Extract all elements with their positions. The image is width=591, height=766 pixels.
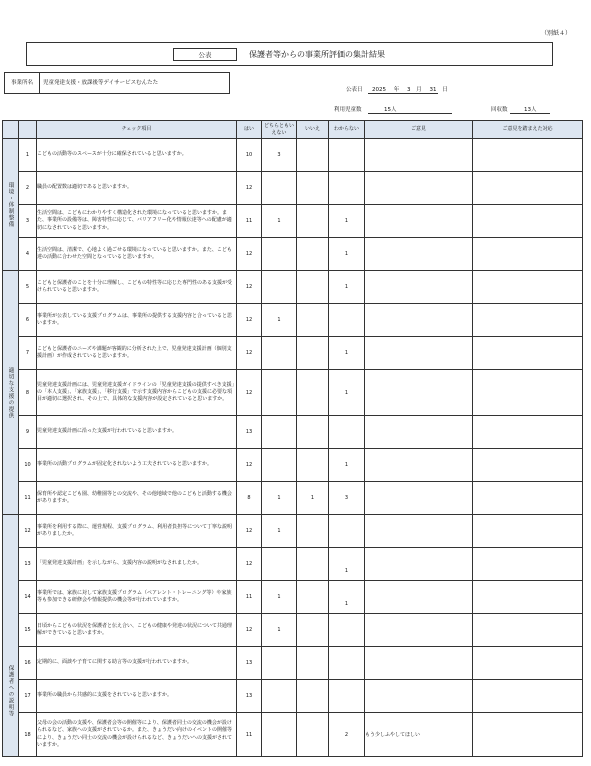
opinion-cell [365,304,473,337]
opinion-cell [365,172,473,205]
row-number: 12 [19,515,37,548]
answer-unknown [329,614,365,647]
header-yes: はい [237,121,262,139]
row-number: 13 [19,548,37,581]
table-header-row [3,121,583,139]
table-row [3,205,583,238]
question-text: 事業所では、家族に対して家族支援プログラム（ペアレント・トレーニング等）や家族等も参加できる研修会や情報提供の機会等が行われていますか。 [37,581,237,614]
response-cell [473,482,583,515]
answer-no [297,647,329,680]
answer-unknown: 1 [329,337,365,370]
answer-neutral [262,370,297,416]
table-row [3,713,583,757]
response-cell [473,548,583,581]
evaluation-table [2,120,583,757]
office-label: 事業所名 [5,73,40,93]
pub-day-unit: 日 [442,87,448,93]
header-neutral: どちらともいえない [262,121,297,139]
responses-label: 回収数 [491,107,508,113]
form-number: （別紙４） [540,30,571,37]
pub-month-unit: 月 [416,87,422,93]
answer-neutral [262,713,297,757]
response-cell [473,581,583,614]
answer-no [297,304,329,337]
question-text: 定期的に、面談や子育てに関する助言等の支援が行われていますか。 [37,647,237,680]
answer-neutral [262,271,297,304]
opinion-cell [365,416,473,449]
office-box [4,72,230,94]
response-cell [473,238,583,271]
answer-unknown [329,647,365,680]
header-unknown: わからない [329,121,365,139]
table-row [3,238,583,271]
question-text: 事業所が公表している支援プログラムは、事業所の提供する支援内容と合っていると思いますか。 [37,304,237,337]
office-name: 児童発達支援・放課後等デイサービスむんたた [43,80,159,86]
answer-no [297,416,329,449]
answer-yes: 12 [237,304,262,337]
page-title: 保護者等からの事業所評価の集計結果 [249,50,385,59]
opinion-cell [365,482,473,515]
header-blank-2 [19,121,37,139]
row-number: 18 [19,713,37,757]
answer-neutral: 1 [262,614,297,647]
table-row [3,647,583,680]
answer-no [297,271,329,304]
question-text: 職員の配置数は適切であると思いますか。 [37,172,237,205]
pub-day: 31 [429,87,437,93]
row-number: 11 [19,482,37,515]
answer-no [297,337,329,370]
answer-yes: 8 [237,482,262,515]
answer-yes: 13 [237,680,262,713]
answer-unknown [329,416,365,449]
response-cell [473,647,583,680]
table-row [3,139,583,172]
answer-yes: 12 [237,614,262,647]
question-text: 事業所の活動プログラムが固定化されないよう工夫されていると思いますか。 [37,449,237,482]
pub-month: 3 [407,87,411,93]
opinion-cell [365,515,473,548]
header-item: チェック項目 [37,121,237,139]
response-cell [473,139,583,172]
opinion-cell [365,680,473,713]
answer-neutral [262,548,297,581]
question-text: 生活空間は、こどもにわかりやすく構造化された環境になっていると思いますか。また、事業所の設備等は、障害特性に応じて、バリアフリー化や情報伝達等への配慮が適切になされていると思いますか。 [37,205,237,238]
response-cell [473,172,583,205]
row-number: 9 [19,416,37,449]
opinion-cell [365,370,473,416]
header-blank-1 [3,121,19,139]
answer-unknown [329,172,365,205]
publication-label: 公表日 [346,87,363,93]
table-row [3,304,583,337]
answer-yes: 11 [237,713,262,757]
responses-field [510,105,550,114]
title-box [26,42,553,66]
answer-neutral [262,680,297,713]
response-cell [473,614,583,647]
public-label: 公表 [173,48,237,61]
answer-neutral [262,172,297,205]
row-number: 4 [19,238,37,271]
row-number: 16 [19,647,37,680]
answer-yes: 13 [237,647,262,680]
table-row [3,271,583,304]
row-number: 6 [19,304,37,337]
response-cell [473,449,583,482]
opinion-cell [365,647,473,680]
question-text: 生活空間は、清潔で、心地よく過ごせる環境になっていると思いますか。また、こども達の活動に合わせた空間となっていると思いますか。 [37,238,237,271]
section-support: 適切な支援の提供 [3,271,19,515]
answer-no [297,172,329,205]
answer-unknown [329,515,365,548]
question-text: 事業所の職員から共感的に支援をされていると思いますか。 [37,680,237,713]
answer-no [297,449,329,482]
response-cell [473,271,583,304]
answer-neutral: 1 [262,482,297,515]
row-number: 17 [19,680,37,713]
row-number: 1 [19,139,37,172]
answer-unknown: 1 [329,271,365,304]
answer-no [297,713,329,757]
question-text: こどもと保護者のことを十分に理解し、こどもの特性等に応じた専門性のある支援が受けられていると思いますか。 [37,271,237,304]
answer-unknown: 1 [329,238,365,271]
answer-yes: 12 [237,238,262,271]
question-text: こどもの活動等のスペースが十分に確保されていると思いますか。 [37,139,237,172]
answer-yes: 11 [237,205,262,238]
response-cell [473,337,583,370]
row-number: 8 [19,370,37,416]
answer-neutral [262,238,297,271]
answer-neutral [262,337,297,370]
answer-unknown [329,680,365,713]
answer-no [297,370,329,416]
answer-unknown [329,304,365,337]
response-cell [473,304,583,337]
answer-neutral: 1 [262,515,297,548]
answer-neutral [262,416,297,449]
answer-no [297,680,329,713]
table-row [3,337,583,370]
table-row [3,416,583,449]
answer-no [297,515,329,548]
response-cell [473,416,583,449]
table-row [3,548,583,581]
table-row [3,680,583,713]
users-count: 15人 [384,107,397,113]
question-text: 「児童発達支援計画」を示しながら、支援内容の説明がなされましたか。 [37,548,237,581]
answer-no [297,139,329,172]
section-guardian: 保護者への説明等 [3,515,19,757]
response-cell [473,680,583,713]
row-number: 3 [19,205,37,238]
row-number: 7 [19,337,37,370]
table-row [3,449,583,482]
answer-no: 1 [297,482,329,515]
opinion-cell [365,337,473,370]
opinion-cell [365,271,473,304]
question-text: 児童発達支援計画には、児童発達支援ガイドラインの「児童発達支援の提供すべき支援」の「本人支援」、「家族支援」、「移行支援」で示す支援内容からこどもの支援に必要な項目が適切に選択され、その上で、具体的な支援内容が設定されていると思いますか。 [37,370,237,416]
row-number: 14 [19,581,37,614]
opinion-cell [365,548,473,581]
answer-unknown: 2 [329,713,365,757]
publication-date [368,85,448,94]
users-count-label: 利用児童数 [334,107,362,113]
row-number: 2 [19,172,37,205]
responses-count: 13人 [524,107,537,113]
opinion-cell [365,449,473,482]
answer-no [297,238,329,271]
answer-yes: 12 [237,370,262,416]
opinion-cell [365,139,473,172]
header-no: いいえ [297,121,329,139]
header-response: ご意見を踏まえた対応 [473,121,583,139]
row-number: 5 [19,271,37,304]
answer-neutral [262,647,297,680]
answer-no [297,614,329,647]
users-count-field [368,105,452,114]
answer-neutral: 1 [262,304,297,337]
pub-year-unit: 年 [393,87,400,93]
response-cell [473,713,583,757]
header-opinion: ご意見 [365,121,473,139]
answer-yes: 12 [237,271,262,304]
question-text: 保育所や認定こども園、幼稚園等との交流や、その他地域で他のこどもと活動する機会がありますか。 [37,482,237,515]
table-row [3,172,583,205]
answer-neutral: 3 [262,139,297,172]
answer-yes: 13 [237,416,262,449]
opinion-cell [365,238,473,271]
answer-unknown: 1 [329,205,365,238]
answer-yes: 12 [237,337,262,370]
answer-neutral [262,449,297,482]
table-row [3,515,583,548]
table-row [3,482,583,515]
response-cell [473,205,583,238]
answer-no [297,205,329,238]
answer-yes: 12 [237,172,262,205]
answer-yes: 12 [237,449,262,482]
answer-unknown: 1 [329,548,365,581]
answer-unknown: 1 [329,581,365,614]
answer-unknown: 3 [329,482,365,515]
answer-no [297,581,329,614]
row-number: 15 [19,614,37,647]
answer-unknown: 1 [329,370,365,416]
response-cell [473,370,583,416]
table-row [3,581,583,614]
opinion-cell [365,205,473,238]
question-text: 児童発達支援計画に沿った支援が行われていると思いますか。 [37,416,237,449]
response-cell [473,515,583,548]
pub-year: 2025 [372,87,386,93]
table-row [3,370,583,416]
opinion-cell [365,581,473,614]
answer-yes: 12 [237,515,262,548]
opinion-cell [365,614,473,647]
question-text: 父母の会の活動の支援や、保護者会等の開催等により、保護者同士の交流の機会が設けられるなど、家族への支援がされているか。また、きょうだい向けのイベントの開催等により、きょうだい同士の交流の機会が設けられるなど、きょうだいへの支援がされていますか。 [37,713,237,757]
answer-neutral: 1 [262,205,297,238]
answer-yes: 12 [237,548,262,581]
question-text: 日頃からこどもの状況を保護者と伝え合い、こどもの健康や発達の状況について共通理解ができていると思いますか。 [37,614,237,647]
answer-unknown: 1 [329,449,365,482]
answer-yes: 11 [237,581,262,614]
table-row [3,614,583,647]
answer-neutral: 1 [262,581,297,614]
section-environment: 環境・体制整備 [3,139,19,271]
answer-no [297,548,329,581]
row-number: 10 [19,449,37,482]
question-text: 事業所を利用する際に、運営規程、支援プログラム、利用者負担等について丁寧な説明がありましたか。 [37,515,237,548]
answer-yes: 10 [237,139,262,172]
question-text: こどもと保護者のニーズや課題が客観的に分析された上で、児童発達支援計画（個別支援計画）が作成されていると思いますか。 [37,337,237,370]
answer-unknown [329,139,365,172]
opinion-cell: もう少しふやしてほしい [365,713,473,757]
